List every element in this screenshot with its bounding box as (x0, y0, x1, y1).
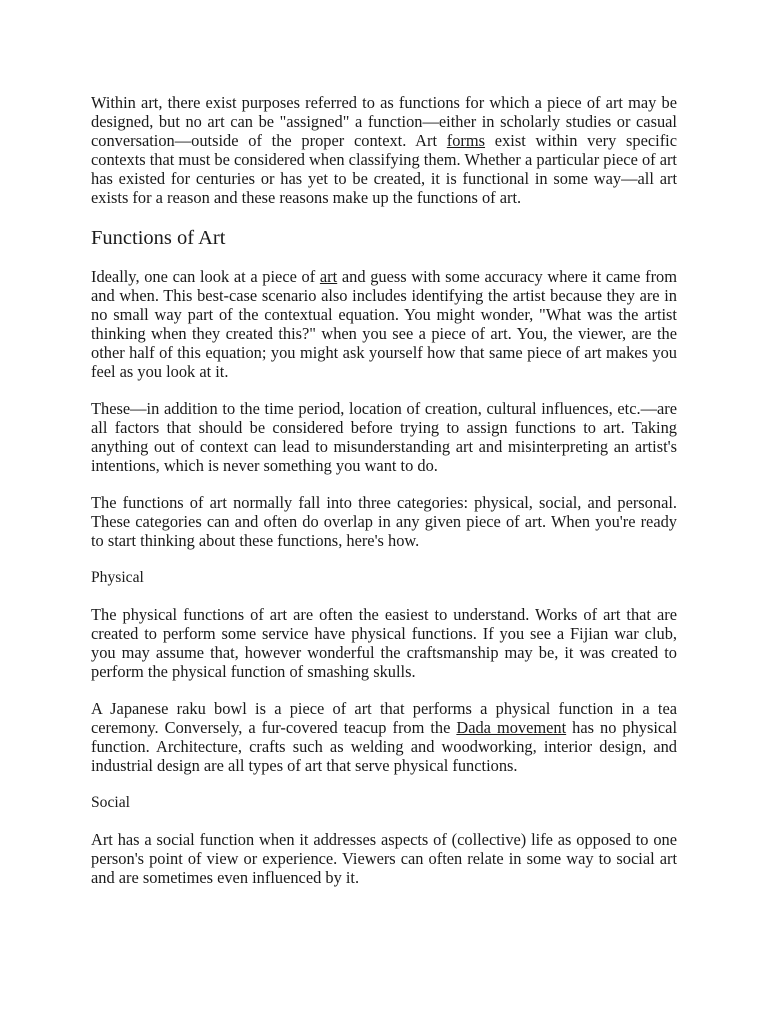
social-paragraph-1: Art has a social function when it addresses aspects of (collective) life as opposed to one person's point of view or experience. Viewers can often relate in some way to social art and are sometimes even influenced by it. (91, 830, 677, 887)
intro-text-end: exist within very specific contexts that must be considered when classifying them. Whether a particular piece of art has existed for centuries or has yet to be created, it is functional in some way—all art exists for a reason and these reasons make up the functions of art. (91, 131, 677, 207)
physical-p2-text-end: has no physical function. Architecture, crafts such as welding and woodworking, interior design, and industrial design are all types of art that serve physical functions. (91, 718, 678, 775)
physical-paragraph-1: The physical functions of art are often the easiest to understand. Works of art that are created to perform some service have physical functions. If you see a Fijian war club, you may assume that, however wonderful the craftsmanship may be, it was created to perform the physical function of smashing skulls. (91, 605, 677, 681)
physical-paragraph-2 (91, 699, 677, 775)
forms-link[interactable]: forms (446, 131, 486, 150)
physical-heading: Physical (91, 569, 144, 586)
art-link[interactable]: art (319, 267, 338, 286)
section-heading: Functions of Art (91, 227, 226, 249)
intro-text-start: Within art, there exist purposes referred to as functions for which a piece of art may be designed, but no art can be "assigned" a function—either in scholarly studies or casual conversation—outside of the proper context. Art (91, 93, 677, 150)
social-heading: Social (91, 794, 130, 811)
ideally-text-start: Ideally, one can look at a piece of (91, 267, 320, 286)
categories-paragraph: The functions of art normally fall into three categories: physical, social, and personal. These categories can and often do overlap in any given piece of art. When you're ready to start thinking about these functions, here's how. (91, 493, 677, 550)
article-body (91, 93, 677, 905)
context-paragraph: These—in addition to the time period, location of creation, cultural influences, etc.—are all factors that should be considered before trying to assign functions to art. Taking anything out of context can lead to misunderstanding art and misinterpreting an artist's intentions, which is never something you want to do. (91, 399, 677, 475)
ideally-paragraph (91, 267, 677, 381)
intro-paragraph (91, 93, 677, 207)
dada-movement-link[interactable]: Dada movement (456, 718, 567, 737)
ideally-text-end: and guess with some accuracy where it came from and when. This best-case scenario also includes identifying the artist because they are in no small way part of the contextual equation. You might wonder, "What was the artist thinking when they created this?" when you see a piece of art. You, the viewer, are the other half of this equation; you might ask yourself how that same piece of art makes you feel as you look at it. (91, 267, 678, 381)
physical-p2-text-start: A Japanese raku bowl is a piece of art that performs a physical function in a tea ceremony. Conversely, a fur-covered teacup from the (91, 699, 677, 737)
